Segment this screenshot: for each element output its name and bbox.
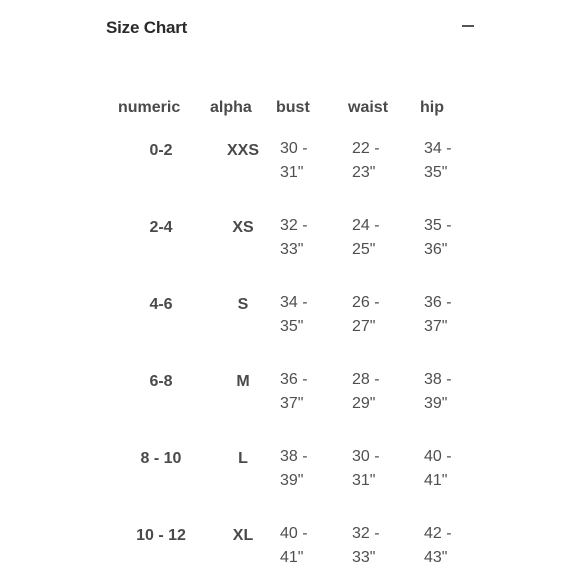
hip-range-start: 34 - bbox=[424, 140, 452, 157]
waist-range-start: 22 - bbox=[352, 140, 380, 157]
cell-hip bbox=[420, 445, 480, 522]
bust-range-start: 40 - bbox=[280, 525, 308, 542]
waist-range-end: 27" bbox=[352, 318, 376, 335]
waist-range-end: 31" bbox=[352, 472, 376, 489]
collapse-button[interactable] bbox=[460, 18, 476, 34]
hip-range-end: 39" bbox=[424, 395, 448, 412]
waist-range-start: 28 - bbox=[352, 371, 380, 388]
cell-alpha: XL bbox=[232, 527, 254, 544]
cell-bust bbox=[276, 368, 348, 445]
table-row bbox=[112, 522, 480, 580]
page-title: Size Chart bbox=[106, 18, 188, 37]
cell-bust bbox=[276, 214, 348, 291]
bust-range-end: 39" bbox=[280, 472, 304, 489]
cell-waist bbox=[348, 368, 420, 445]
waist-range-end: 33" bbox=[352, 549, 376, 566]
cell-alpha: L bbox=[238, 450, 248, 467]
cell-hip bbox=[420, 214, 480, 291]
hip-range-end: 35" bbox=[424, 164, 448, 181]
hip-range-start: 38 - bbox=[424, 371, 452, 388]
cell-hip bbox=[420, 368, 480, 445]
cell-hip bbox=[420, 291, 480, 368]
bust-range-start: 32 - bbox=[280, 217, 308, 234]
waist-range-end: 23" bbox=[352, 164, 376, 181]
column-header-hip: hip bbox=[420, 99, 444, 116]
minus-icon bbox=[462, 25, 474, 27]
cell-alpha: S bbox=[237, 296, 249, 313]
bust-range-start: 30 - bbox=[280, 140, 308, 157]
bust-range-end: 41" bbox=[280, 549, 304, 566]
hip-range-start: 42 - bbox=[424, 525, 452, 542]
hip-range-end: 36" bbox=[424, 241, 448, 258]
cell-hip bbox=[420, 137, 480, 214]
cell-bust bbox=[276, 291, 348, 368]
bust-range-end: 37" bbox=[280, 395, 304, 412]
cell-numeric: 8 - 10 bbox=[140, 450, 182, 467]
table-row bbox=[112, 291, 480, 368]
table-row bbox=[112, 445, 480, 522]
column-header-numeric: numeric bbox=[118, 99, 181, 116]
table-row bbox=[112, 368, 480, 445]
table-header-row bbox=[112, 90, 480, 137]
cell-numeric: 4-6 bbox=[149, 296, 173, 313]
bust-range-start: 38 - bbox=[280, 448, 308, 465]
column-header-waist: waist bbox=[348, 99, 389, 116]
hip-range-start: 35 - bbox=[424, 217, 452, 234]
cell-waist bbox=[348, 137, 420, 214]
table-row bbox=[112, 214, 480, 291]
bust-range-end: 35" bbox=[280, 318, 304, 335]
hip-range-end: 41" bbox=[424, 472, 448, 489]
table-row bbox=[112, 137, 480, 214]
cell-waist bbox=[348, 214, 420, 291]
cell-numeric: 0-2 bbox=[149, 142, 173, 159]
bust-range-end: 33" bbox=[280, 241, 304, 258]
column-header-alpha: alpha bbox=[210, 99, 252, 116]
bust-range-start: 34 - bbox=[280, 294, 308, 311]
cell-bust bbox=[276, 522, 348, 580]
cell-bust bbox=[276, 445, 348, 522]
hip-range-end: 37" bbox=[424, 318, 448, 335]
cell-waist bbox=[348, 291, 420, 368]
cell-alpha: XS bbox=[232, 219, 254, 236]
cell-numeric: 2-4 bbox=[149, 219, 173, 236]
cell-waist bbox=[348, 445, 420, 522]
waist-range-start: 32 - bbox=[352, 525, 380, 542]
size-table bbox=[112, 90, 480, 580]
column-header-bust: bust bbox=[276, 99, 310, 116]
cell-hip bbox=[420, 522, 480, 580]
cell-bust bbox=[276, 137, 348, 214]
bust-range-end: 31" bbox=[280, 164, 304, 181]
waist-range-start: 24 - bbox=[352, 217, 380, 234]
cell-numeric: 6-8 bbox=[149, 373, 173, 390]
hip-range-end: 43" bbox=[424, 549, 448, 566]
hip-range-start: 40 - bbox=[424, 448, 452, 465]
waist-range-end: 29" bbox=[352, 395, 376, 412]
waist-range-start: 30 - bbox=[352, 448, 380, 465]
cell-alpha: M bbox=[236, 373, 250, 390]
waist-range-start: 26 - bbox=[352, 294, 380, 311]
hip-range-start: 36 - bbox=[424, 294, 452, 311]
cell-numeric: 10 - 12 bbox=[136, 527, 186, 544]
waist-range-end: 25" bbox=[352, 241, 376, 258]
bust-range-start: 36 - bbox=[280, 371, 308, 388]
cell-alpha: XXS bbox=[226, 142, 259, 159]
cell-waist bbox=[348, 522, 420, 580]
